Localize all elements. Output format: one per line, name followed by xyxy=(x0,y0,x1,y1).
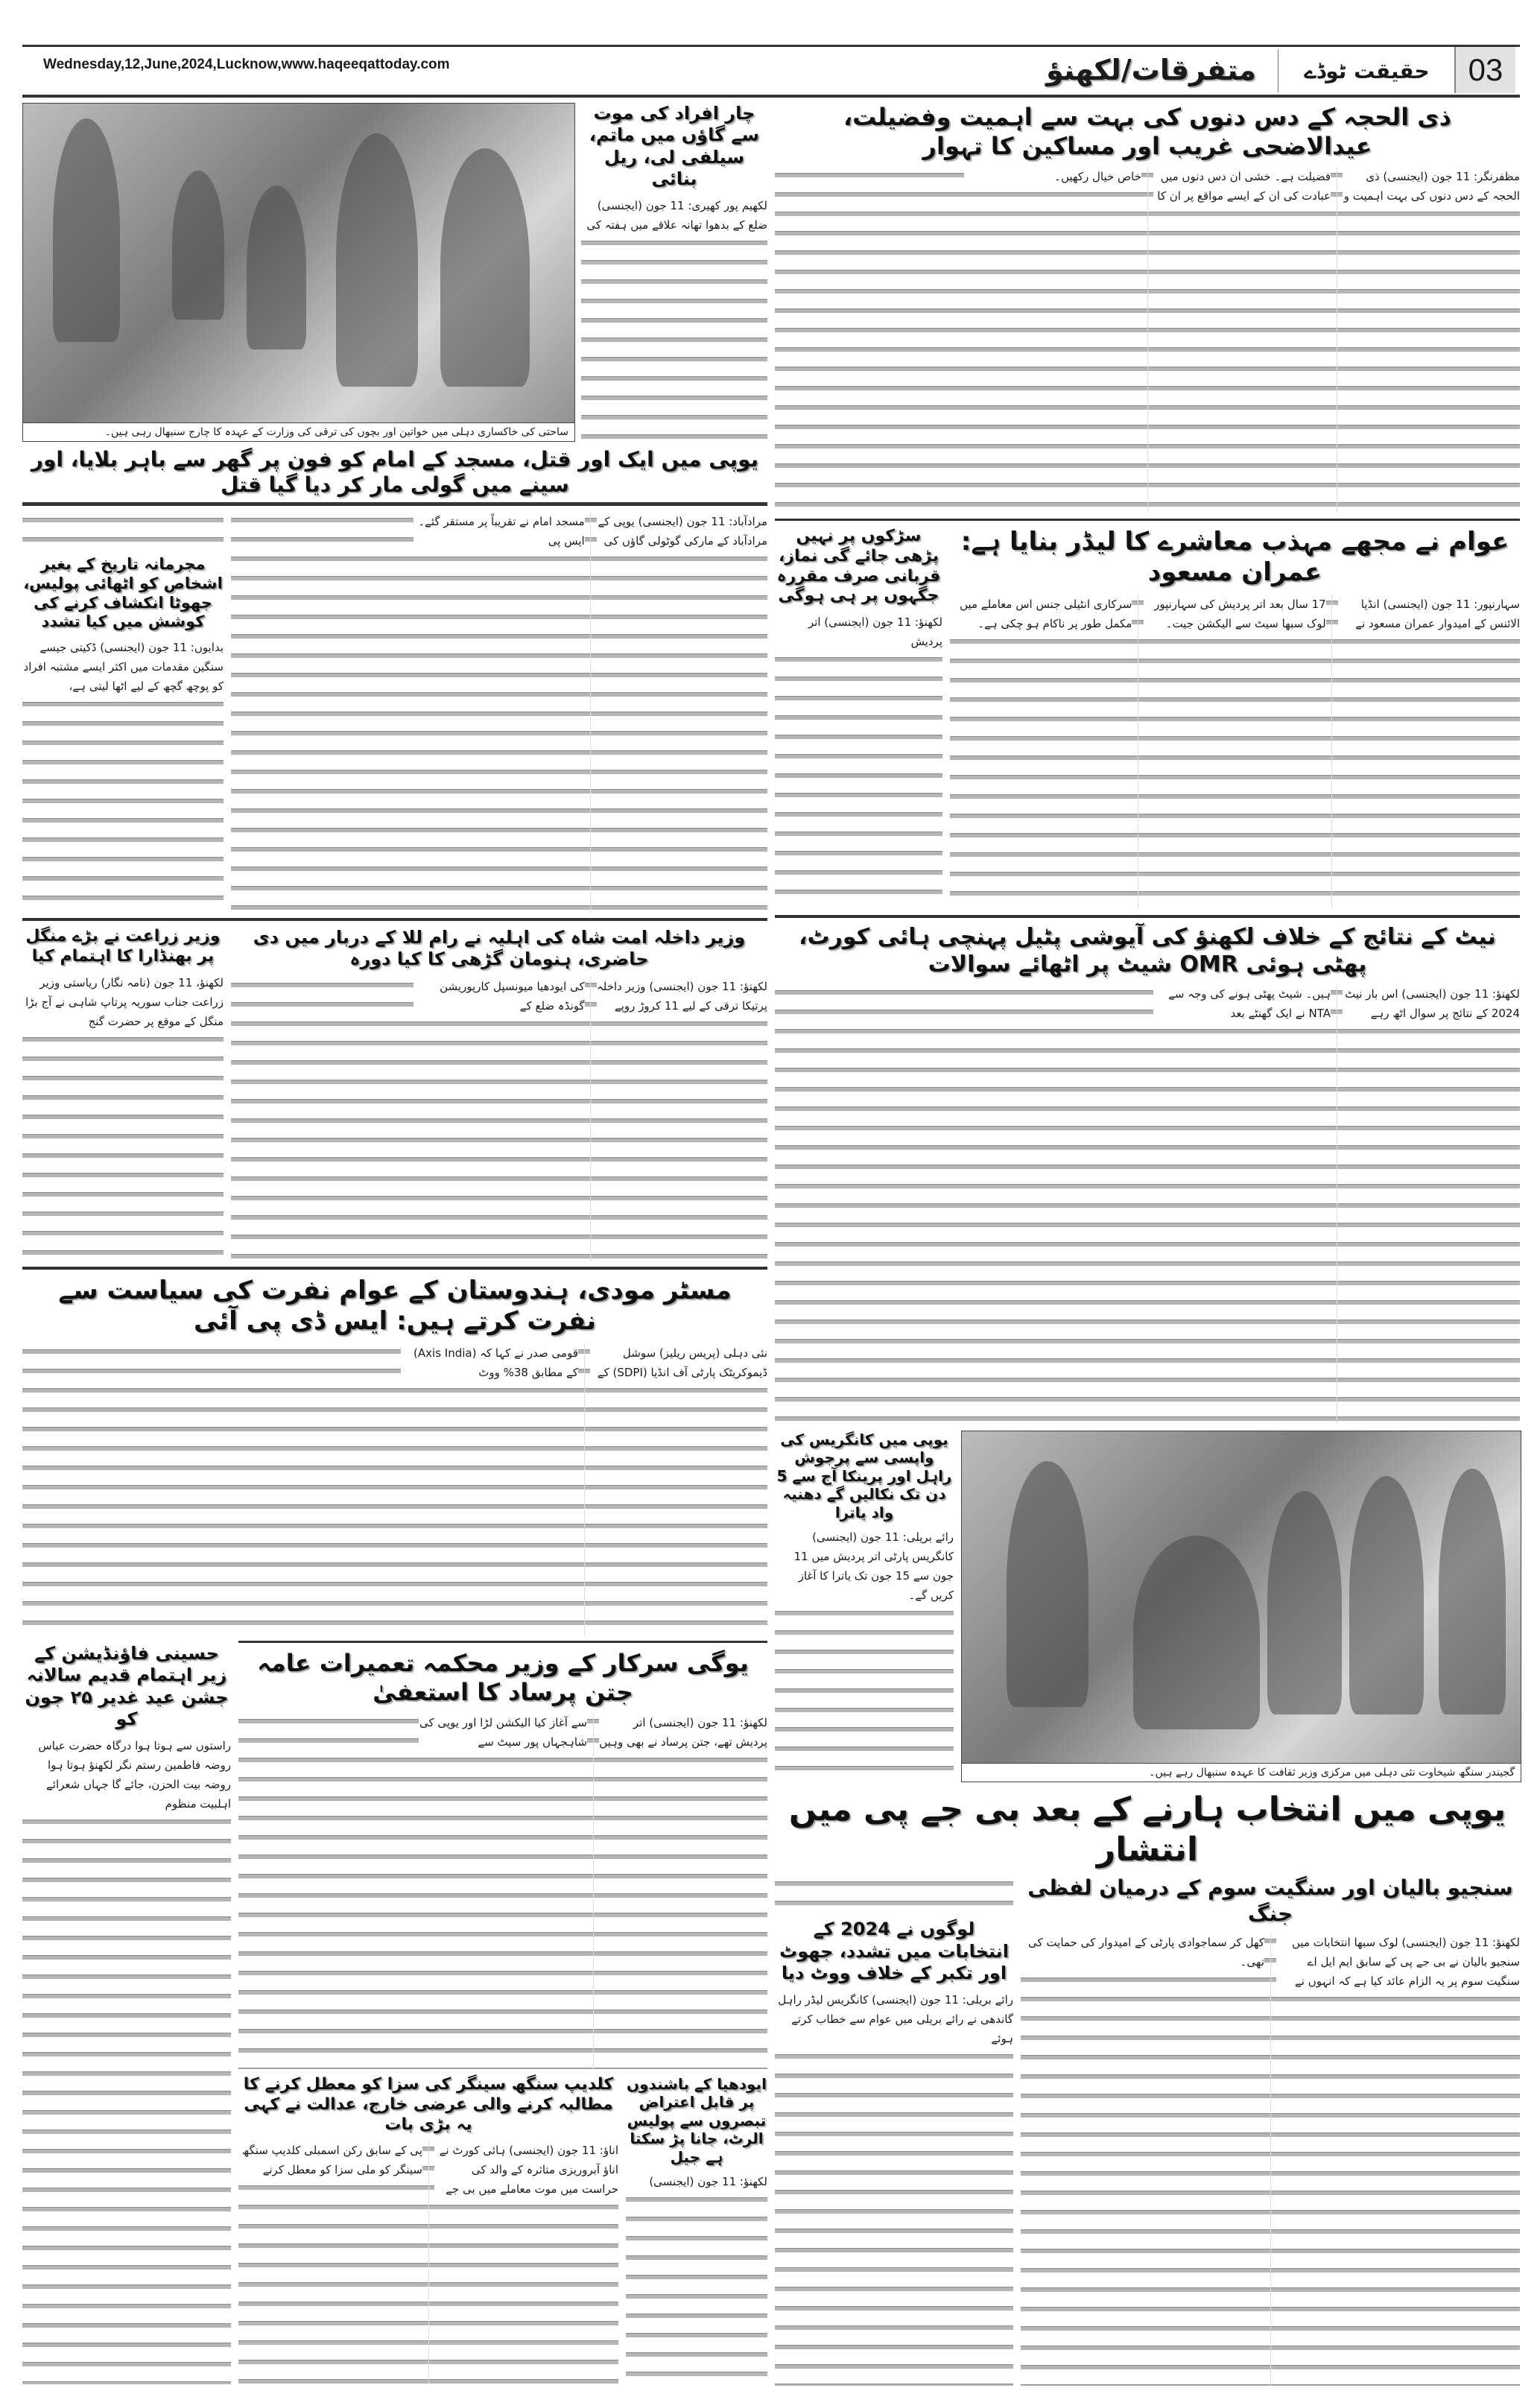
article-body-sdpi xyxy=(22,1343,767,1635)
article-village xyxy=(581,103,767,442)
article-lead: لکھنؤ: 11 جون (ایجنسی) لوک سبھا انتخابات میں سنجیو بالیان نے بی جے پی کے سابق ایم ایل اے سنگیت سوم پر یہ الزام عائد کیا ہے کہ انہوں نے کھل کر سماجوادی پارٹی کے امیدوار کی حمایت کی تھی۔ xyxy=(1021,1933,1520,1991)
headline-police: مجرمانہ تاریخ کے بغیر اشخاص کو اٹھائی پولیس، جھوٹا انکشاف کرنے کی کوشش میں کیا تشدد xyxy=(23,555,223,631)
article-yogi xyxy=(238,1641,767,2069)
subheadline-bjp: سنجیو بالیان اور سنگیت سوم کے درمیان لفظی جنگ xyxy=(1027,1875,1513,1926)
article-body-yogi xyxy=(238,1713,767,2069)
headline-eid: ذی الحجہ کے دس دنوں کی بہت سے اہمیت وفضیلت، عیدالاضحی غریب اور مساکین کا تہوار xyxy=(843,103,1452,161)
headline-sdpi: مسٹر مودی، ہندوستان کے عوام نفرت کی سیاست سے نفرت کرتے ہیں: ایس ڈی پی آئی xyxy=(58,1276,732,1337)
photo-figure xyxy=(1349,1476,1424,1714)
article-sengar xyxy=(238,2075,618,2384)
article-lead: لکھنؤ: 11 جون (ایجنسی) xyxy=(626,2172,767,2191)
page-number: 03 xyxy=(1454,47,1515,93)
article-body-neet xyxy=(775,984,1520,1423)
article-lead: رائے بریلی: 11 جون (ایجنسی) کانگریس پارٹی اتر پردیش میں 11 جون سے 15 جون تک یاترا کا آغاز کریں گے۔ xyxy=(775,1527,954,1605)
photo-figure xyxy=(247,186,306,349)
photo-figure xyxy=(1267,1491,1342,1714)
article-lead: راستوں سے ہوتا ہوا درگاہ حضرت عباس روضہ فاطمین رستم نگر لکھنؤ ہوتا ہوا روضہ بیت الحزن، جائے گا جہاں شعرائے اہلبیت منظوم xyxy=(22,1736,231,1814)
paper-logo: حقیقت ٹوڈے xyxy=(1304,59,1430,83)
article-lead: لکھیم پور کھیری: 11 جون (ایجنسی) ضلع کے بدھوا تھانہ علاقے میں ہفتہ کی xyxy=(581,196,767,235)
photo-figure xyxy=(336,133,418,387)
dateline: Wednesday,12,June,2024,Lucknow,www.haqeeqattoday.com xyxy=(43,57,450,72)
article-ayodhya xyxy=(626,2075,767,2384)
article-body-police xyxy=(22,638,224,913)
headline-ayodhya: ایودھیا کے باشندوں پر قابل اعتراض تبصروں سے پولیس الرٹ، جانا پڑ سکتا ہے جیل xyxy=(627,2075,767,2166)
article-body-ayodhya xyxy=(626,2172,767,2384)
photo-figure xyxy=(1007,1461,1089,1707)
news-photo-ministry xyxy=(22,103,575,442)
headline-rahul: لوگوں نے 2024 کے انتخابات میں تشدد، جھوٹ اور تکبر کے خلاف ووٹ دیا xyxy=(779,1919,1009,1983)
article-body-congress xyxy=(775,1527,954,1785)
article-body-village xyxy=(581,196,767,442)
article-body-imam xyxy=(231,512,767,913)
article-lead: لکھنؤ، 11 جون (نامہ نگار) ریاستی وزیر زراعت جناب سوریہ پرتاپ شاہی نے آج بڑا منگل کے موقع پر حضرت گنج xyxy=(22,973,224,1031)
headline-husaini: حسینی فاؤنڈیشن کے زیر اہتمام قدیم سالانہ جشن عید غدیر ۲۵ جون کو xyxy=(25,1643,229,1729)
article-lead: لکھنؤ: 11 جون (ایجنسی) وزیر داخلہ پرتیکا ترقی کے لیے 11 کروڑ روپے کی ایودھیا میونسپل کارپوریشن گونڈہ ضلع کے xyxy=(413,977,767,1016)
article-lead: بدایوں: 11 جون (ایجنسی) ڈکیتی جیسے سنگین مقدمات میں اکثر ایسے مشتبہ افراد کو پوچھ گچھ کے لیے اٹھا لیتی ہے، xyxy=(22,638,224,696)
article-husaini xyxy=(22,1643,231,2384)
article-lead: لکھنؤ: 11 جون (ایجنسی) اس بار نیٹ 2024 کے نتائج پر سوال اٹھ رہے ہیں۔ شیٹ پھٹی ہونے کی وجہ سے NTA نے ایک گھنٹے بعد xyxy=(1153,984,1520,1023)
article-police xyxy=(22,512,224,913)
article-body-agri xyxy=(22,973,224,1261)
photo-caption: ساحتی کی خاکساری دہلی میں خواتین اور بچوں کی ترقی کی وزارت کے عہدہ کا چارج سنبھال رہی ہیں۔ xyxy=(23,422,574,441)
headline-namaz: سڑکوں پر نہیں پڑھی جائے گی نماز، قربانی صرف مقررہ جگہوں پر ہی ہوگی xyxy=(776,527,941,606)
photo-figure xyxy=(53,118,120,342)
photo-figure xyxy=(440,148,530,387)
section-title: متفرقات/لکھنؤ xyxy=(1045,54,1257,86)
article-body-namaz xyxy=(775,612,942,909)
article-lead: لکھنؤ: 11 جون (ایجنسی) اتر پردیش xyxy=(775,612,942,651)
article-lead: رائے بریلی: 11 جون (ایجنسی) کانگریس لیڈر راہل گاندھی نے رائے بریلی میں عوام سے خطاب کرتے ہوئے xyxy=(775,1990,1013,2048)
article-bjp xyxy=(775,1790,1520,2386)
article-body-bjp xyxy=(1021,1933,1520,2386)
article-rahul xyxy=(775,1875,1013,2386)
photo-figure xyxy=(1133,1536,1260,1729)
photo-figure xyxy=(172,171,224,320)
article-lead: نئی دہلی (پریس ریلیز) سوشل ڈیموکریٹک پارٹی آف انڈیا (SDPI) کے قومی صدر نے کہا کہ (Axis India) کے مطابق 38% ووٹ xyxy=(401,1343,767,1382)
article-amit-shah xyxy=(231,927,767,1261)
headline-yogi: یوگی سرکار کے وزیر محکمہ تعمیرات عامہ جتن پرساد کا استعفیٰ xyxy=(257,1649,749,1707)
article-body-rahul xyxy=(775,1990,1013,2386)
header-top-rule xyxy=(22,45,1520,47)
article-imran xyxy=(950,527,1520,909)
headline-sengar: کلدیپ سنگھ سینگر کی سزا کو معطل کرنے کا مطالبہ کرنے والی عرضی خارج، عدالت نے کہی یہ بڑی بات xyxy=(243,2075,614,2134)
headline-village: چار افراد کی موت سے گاؤں میں ماتم، سیلفی لی، ریل بنائی xyxy=(589,103,760,189)
article-bjp-main xyxy=(1021,1875,1520,2386)
article-imran-row xyxy=(775,519,1520,909)
headline-imran: عوام نے مجھے مہذب معاشرے کا لیڈر بنایا ہے: عمران مسعود xyxy=(960,527,1509,588)
photo-caption: گجیندر سنگھ شیخاوت نئی دہلی میں مرکزی وزیر ثقافت کا عہدہ سنبھال رہے ہیں۔ xyxy=(962,1763,1521,1782)
headline-congress: یوپی میں کانگریس کی واپسی سے پرجوش راہل اور پرینکا آج سے 5 دن تک نکالیں گے دھنیہ واد یاترا xyxy=(776,1431,952,1521)
article-lead: مظفرنگر: 11 جون (ایجنسی) ذی الحجہ کے دس دنوں کی بہت اہمیت و فضیلت ہے۔ خشی ان دس دنوں میں عبادت کی ان کے ایسے مواقع پر ان کا خاص خیال رکھیں۔ xyxy=(964,167,1520,206)
article-body-eid xyxy=(775,167,1520,513)
article-body-bjp-tail xyxy=(775,1875,1013,1913)
article-body-sengar xyxy=(238,2141,618,2384)
article-lead: سہارنپور: 11 جون (ایجنسی) انڈیا الائنس کے امیدوار عمران مسعود نے 17 سال بعد اتر پردیش کی سہارنپور لوک سبھا سیٹ سے الیکشن جیت۔ سرکاری انٹیلی جنس اس معاملے میں مکمل طور پر ناکام ہو چکی ہے۔ xyxy=(950,595,1520,634)
article-neet xyxy=(775,915,1520,1423)
headline-neet: نیٹ کے نتائج کے خلاف لکھنؤ کی آیوشی پٹیل پہنچی ہائی کورٹ، پھٹی ہوئی OMR شیٹ پر اٹھائے سوالات xyxy=(799,924,1496,978)
headline-bjp: یوپی میں انتخاب ہارنے کے بعد بی جے پی میں انتشار xyxy=(788,1790,1506,1869)
headline-imam: یوپی میں ایک اور قتل، مسجد کے امام کو فون پر گھر سے باہر بلایا، اور سینے میں گولی مار کر دیا گیا قتل xyxy=(22,447,767,506)
article-lead: اناؤ: 11 جون (ایجنسی) ہائی کورٹ نے اناؤ آبروریزی متاثرہ کے والد کی حراست میں موت معاملے میں بی جے پی کے سابق رکن اسمبلی کلدیپ سنگھ سینگر کو ملی سزا کو معطل کرنے xyxy=(238,2141,618,2199)
article-lead: مرادآباد: 11 جون (ایجنسی) یوپی کے مرادآباد کے مارکی گوٹولی گاؤں کی مسجد امام نے تقریباً پر مستقر گئے۔ ایس پی xyxy=(413,512,767,551)
news-photo-culture-minister xyxy=(961,1431,1521,1782)
article-row-amit-agri xyxy=(22,918,767,1261)
article-agri xyxy=(22,927,224,1261)
headline-amit-shah: وزیر داخلہ امت شاہ کی اہلیہ نے رام للا کے دربار میں دی حاضری، ہنومان گڑھی کا کیا دورہ xyxy=(253,927,746,970)
article-lead: لکھنؤ: 11 جون (ایجنسی) اتر پردیش تھے، جتن پرساد نے بھی وہیں سے آغاز کیا الیکشن لڑا اور یوپی کی شاہجہاں پور سیٹ سے xyxy=(419,1713,767,1752)
article-imam xyxy=(22,447,767,913)
header-bottom-rule xyxy=(22,95,1520,98)
article-body-husaini xyxy=(22,1736,231,2384)
article-body-imam-tail xyxy=(22,512,224,549)
headline-agri: وزیر زراعت نے بڑے منگل پر بھنڈارا کا اہتمام کیا xyxy=(25,927,221,966)
article-body-imran xyxy=(950,595,1520,909)
article-eid xyxy=(775,103,1520,513)
article-sdpi xyxy=(22,1267,767,1635)
photo-figure xyxy=(1439,1469,1506,1714)
article-body-amit-shah xyxy=(231,977,767,1261)
article-congress xyxy=(775,1431,954,1785)
article-namaz xyxy=(775,527,942,909)
